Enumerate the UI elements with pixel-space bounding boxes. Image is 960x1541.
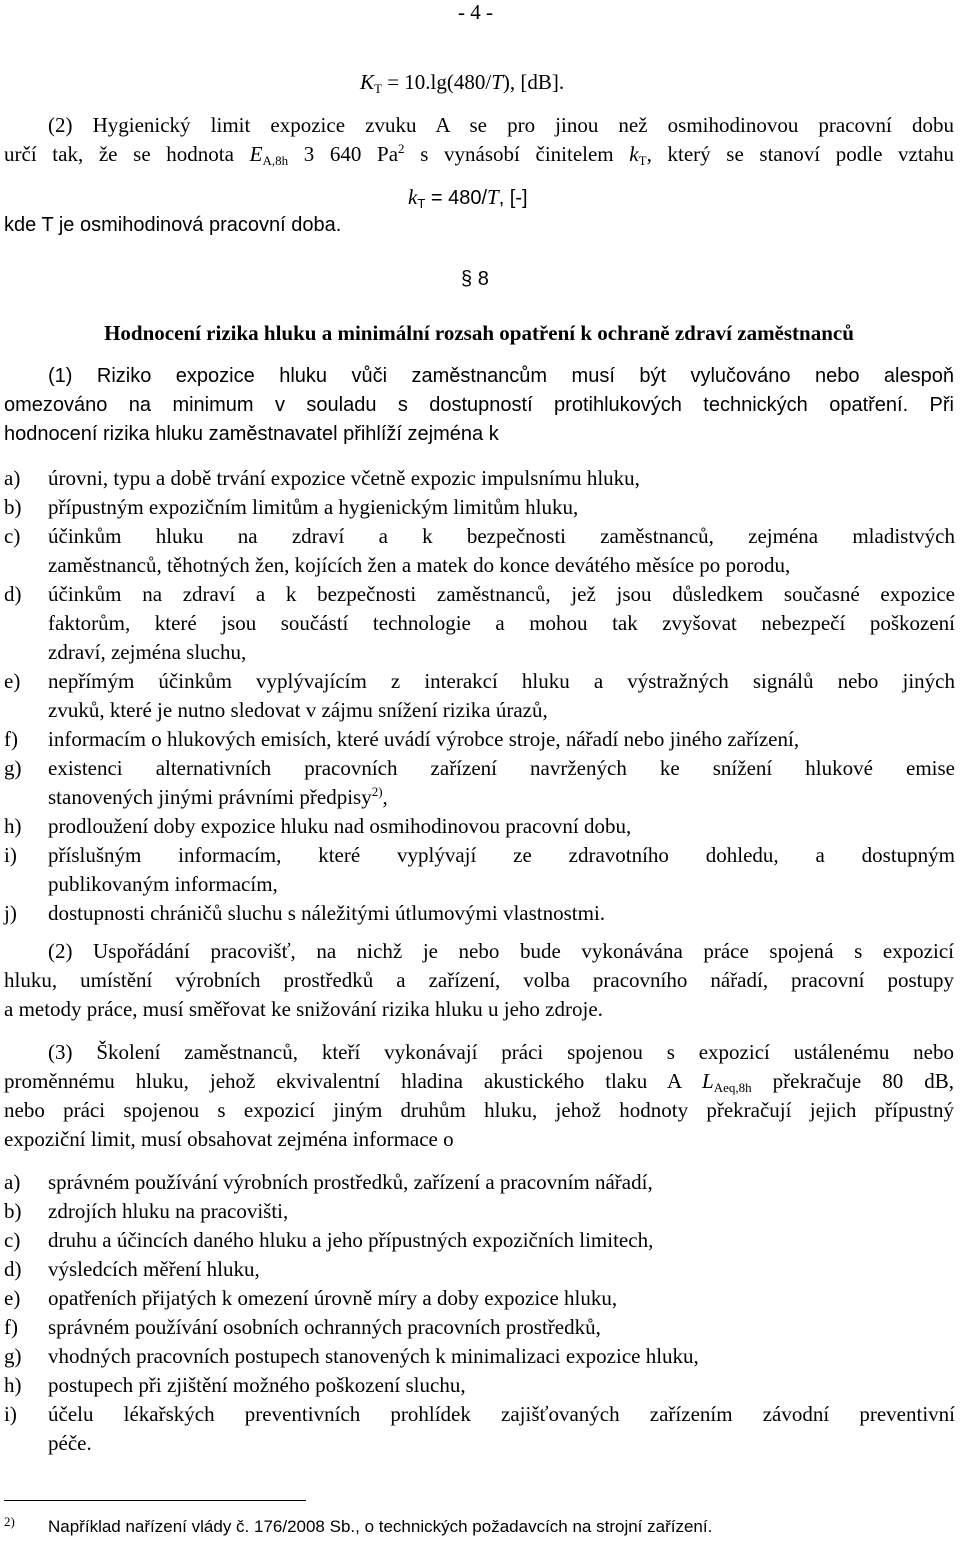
p2-line2: hluku, umístění výrobních prostředků a zařízení, volba pracovního nářadí, pracovní postupy bbox=[4, 968, 954, 992]
p3-line1: (3) Školení zaměstnanců, kteří vykonávají práci spojenou s expozicí ustálenému nebo bbox=[48, 1040, 954, 1064]
list-item-letter: e) bbox=[4, 1286, 21, 1310]
formula2-rest: = 480/ bbox=[425, 187, 487, 209]
list-item-line: příslušným informacím, které vyplývají ze zdravotního dohledu, a dostupným bbox=[48, 843, 955, 867]
list-item-line: výsledcích měření hluku, bbox=[48, 1257, 260, 1281]
list-item-line: stanovených jinými právními předpisy$^{2)}$, bbox=[48, 784, 388, 809]
list-item-line: péče. bbox=[48, 1431, 92, 1455]
para2-text-d: , který se stanoví podle vztahu bbox=[646, 142, 955, 166]
p2-line1: (2) Uspořádání pracovišť, na nichž je nebo bude vykonávána práce spojená s expozicí bbox=[48, 939, 954, 963]
formula-rest: = 10.lg(480/ bbox=[381, 70, 492, 94]
p3-line2 bbox=[4, 1069, 954, 1094]
para2-sub-e: A,8h bbox=[262, 153, 289, 168]
para2-line2 bbox=[4, 142, 954, 167]
p3-line4: expoziční limit, musí obsahovat zejména informace o bbox=[4, 1127, 454, 1151]
list-item-line: zdraví, zejména sluchu, bbox=[48, 640, 247, 664]
para2-text-a: určí tak, že se hodnota bbox=[4, 142, 250, 166]
p1-line1: (1) Riziko expozice hluku vůči zaměstnancům musí být vylučováno nebo alespoň bbox=[48, 365, 954, 387]
list-item-letter: j) bbox=[4, 901, 17, 925]
list-item-line: publikovaným informacím, bbox=[48, 872, 278, 896]
list-item-line: účelu lékařských preventivních prohlídek zajišťovaných zařízením závodní preventivní bbox=[48, 1402, 955, 1426]
list-item-letter: h) bbox=[4, 814, 22, 838]
kde-line: kde T je osmihodinová pracovní doba. bbox=[4, 214, 342, 236]
list-item-line: informacím o hlukových emisích, které uvádí výrobce stroje, nářadí nebo jiného zařízení, bbox=[48, 727, 800, 751]
list-item-letter: c) bbox=[4, 524, 21, 548]
para2-sup: 2 bbox=[398, 141, 405, 156]
list-item-line: postupech při zjištění možného poškození sluchu, bbox=[48, 1373, 466, 1397]
p3-sub-l: Aeq,8h bbox=[713, 1080, 752, 1095]
list-item-line: faktorům, které jsou součástí technologie a mohou tak zvyšovat nebezpečí poškození bbox=[48, 611, 955, 635]
list-item-letter: h) bbox=[4, 1373, 22, 1397]
list-item-line: zdrojích hluku na pracovišti, bbox=[48, 1199, 289, 1223]
footnote-ref: 2) bbox=[371, 784, 383, 799]
list-item-letter: e) bbox=[4, 669, 21, 693]
footnote-text: Například nařízení vlády č. 176/2008 Sb., o technických požadavcích na strojní zařízení. bbox=[48, 1517, 713, 1536]
list-item-letter: i) bbox=[4, 1402, 17, 1426]
formula2-var-k: k bbox=[408, 185, 418, 209]
formula-kt-480 bbox=[408, 185, 528, 210]
section-sign: § bbox=[461, 268, 473, 290]
para2-var-k: k bbox=[629, 142, 639, 166]
formula2-var-t: T bbox=[487, 185, 499, 209]
list-item-line: úrovni, typu a době trvání expozice včetně expozic impulsnímu hluku, bbox=[48, 466, 640, 490]
p1-line3: hodnocení rizika hluku zaměstnavatel přihlíží zejména k bbox=[4, 423, 499, 445]
list-item-letter: a) bbox=[4, 1170, 21, 1194]
list-item-letter: f) bbox=[4, 1315, 18, 1339]
formula2-end: , [-] bbox=[498, 187, 528, 209]
para2-sub-k: T bbox=[638, 153, 647, 168]
list-item-line: opatřeních přijatých k omezení úrovně míry a doby expozice hluku, bbox=[48, 1286, 618, 1310]
list-item-letter: b) bbox=[4, 1199, 22, 1223]
para2-text-c: s vynásobí činitelem bbox=[404, 142, 630, 166]
list-item-letter: b) bbox=[4, 495, 22, 519]
list-item-letter: d) bbox=[4, 582, 22, 606]
list-item-letter: a) bbox=[4, 466, 21, 490]
p3-line3: nebo práci spojenou s expozicí jiným druhům hluku, jehož hodnoty překračují jejich přípustný bbox=[4, 1098, 954, 1122]
list-item-letter: g) bbox=[4, 1344, 22, 1368]
section-heading: Hodnocení rizika hluku a minimální rozsah opatření k ochraně zdraví zaměstnanců bbox=[104, 321, 854, 345]
list-item-line: správném používání výrobních prostředků, zařízení a pracovním nářadí, bbox=[48, 1170, 653, 1194]
list-item-line: účinkům na zdraví a k bezpečnosti zaměstnanců, jež jsou důsledkem současné expozice bbox=[48, 582, 955, 606]
footnote-separator bbox=[4, 1500, 306, 1501]
list-item-line: účinkům hluku na zdraví a k bezpečnosti zaměstnanců, zejména mladistvých bbox=[48, 524, 955, 548]
list-item-line: nepřímým účinkům vyplývajícím z interakcí hluku a výstražných signálů nebo jiných bbox=[48, 669, 955, 693]
para2-var-e: E bbox=[249, 142, 263, 166]
list-item-letter: g) bbox=[4, 756, 22, 780]
p2-line3: a metody práce, musí směřovat ke snižování rizika hluku u jeho zdroje. bbox=[4, 997, 603, 1021]
list-item-letter: i) bbox=[4, 843, 17, 867]
footnote-mark: 2) bbox=[4, 1514, 15, 1529]
list-item-line: správném používání osobních ochranných pracovních prostředků, bbox=[48, 1315, 601, 1339]
p3-text-a: proměnnému hluku, jehož ekvivalentní hladina akustického tlaku A bbox=[4, 1069, 703, 1093]
p3-var-l: L bbox=[702, 1069, 714, 1093]
list-item-line: prodloužení doby expozice hluku nad osmihodinovou pracovní dobu, bbox=[48, 814, 632, 838]
para2-line1: (2) Hygienický limit expozice zvuku A se pro jinou než osmihodinovou pracovní dobu bbox=[48, 113, 954, 137]
formula-end: ), [dB]. bbox=[502, 70, 565, 94]
list-item-letter: d) bbox=[4, 1257, 22, 1281]
formula2-sub: T bbox=[417, 196, 426, 211]
list-item-line: existenci alternativních pracovních zařízení navržených ke snížení hlukové emise bbox=[48, 756, 955, 780]
formula-kt-db bbox=[360, 70, 564, 95]
formula-sub: T bbox=[374, 81, 382, 96]
list-item-letter: f) bbox=[4, 727, 18, 751]
section-num: 8 bbox=[477, 268, 489, 290]
formula-var-k: K bbox=[360, 70, 375, 94]
list-item-line: zvuků, které je nutno sledovat v zájmu snížení rizika úrazů, bbox=[48, 698, 548, 722]
p3-text-b: překračuje 80 dB, bbox=[751, 1069, 954, 1093]
p1-line2: omezováno na minimum v souladu s dostupností protihlukových technických opatření. Při bbox=[4, 394, 954, 416]
list-item-line: vhodných pracovních postupech stanovených k minimalizaci expozice hluku, bbox=[48, 1344, 699, 1368]
list-item-line: dostupnosti chráničů sluchu s náležitými útlumovými vlastnostmi. bbox=[48, 901, 606, 925]
list-item-letter: c) bbox=[4, 1228, 21, 1252]
page-number: - 4 - bbox=[458, 0, 493, 24]
list-item-line: přípustným expozičním limitům a hygienickým limitům hluku, bbox=[48, 495, 579, 519]
section-number bbox=[461, 268, 489, 291]
para2-text-b: 3 640 Pa bbox=[288, 142, 399, 166]
formula-var-t: T bbox=[491, 70, 503, 94]
list-item-line: druhu a účincích daného hluku a jeho přípustných expozičních limitech, bbox=[48, 1228, 654, 1252]
list-item-line: zaměstnanců, těhotných žen, kojících žen a matek do konce devátého měsíce po porodu, bbox=[48, 553, 791, 577]
